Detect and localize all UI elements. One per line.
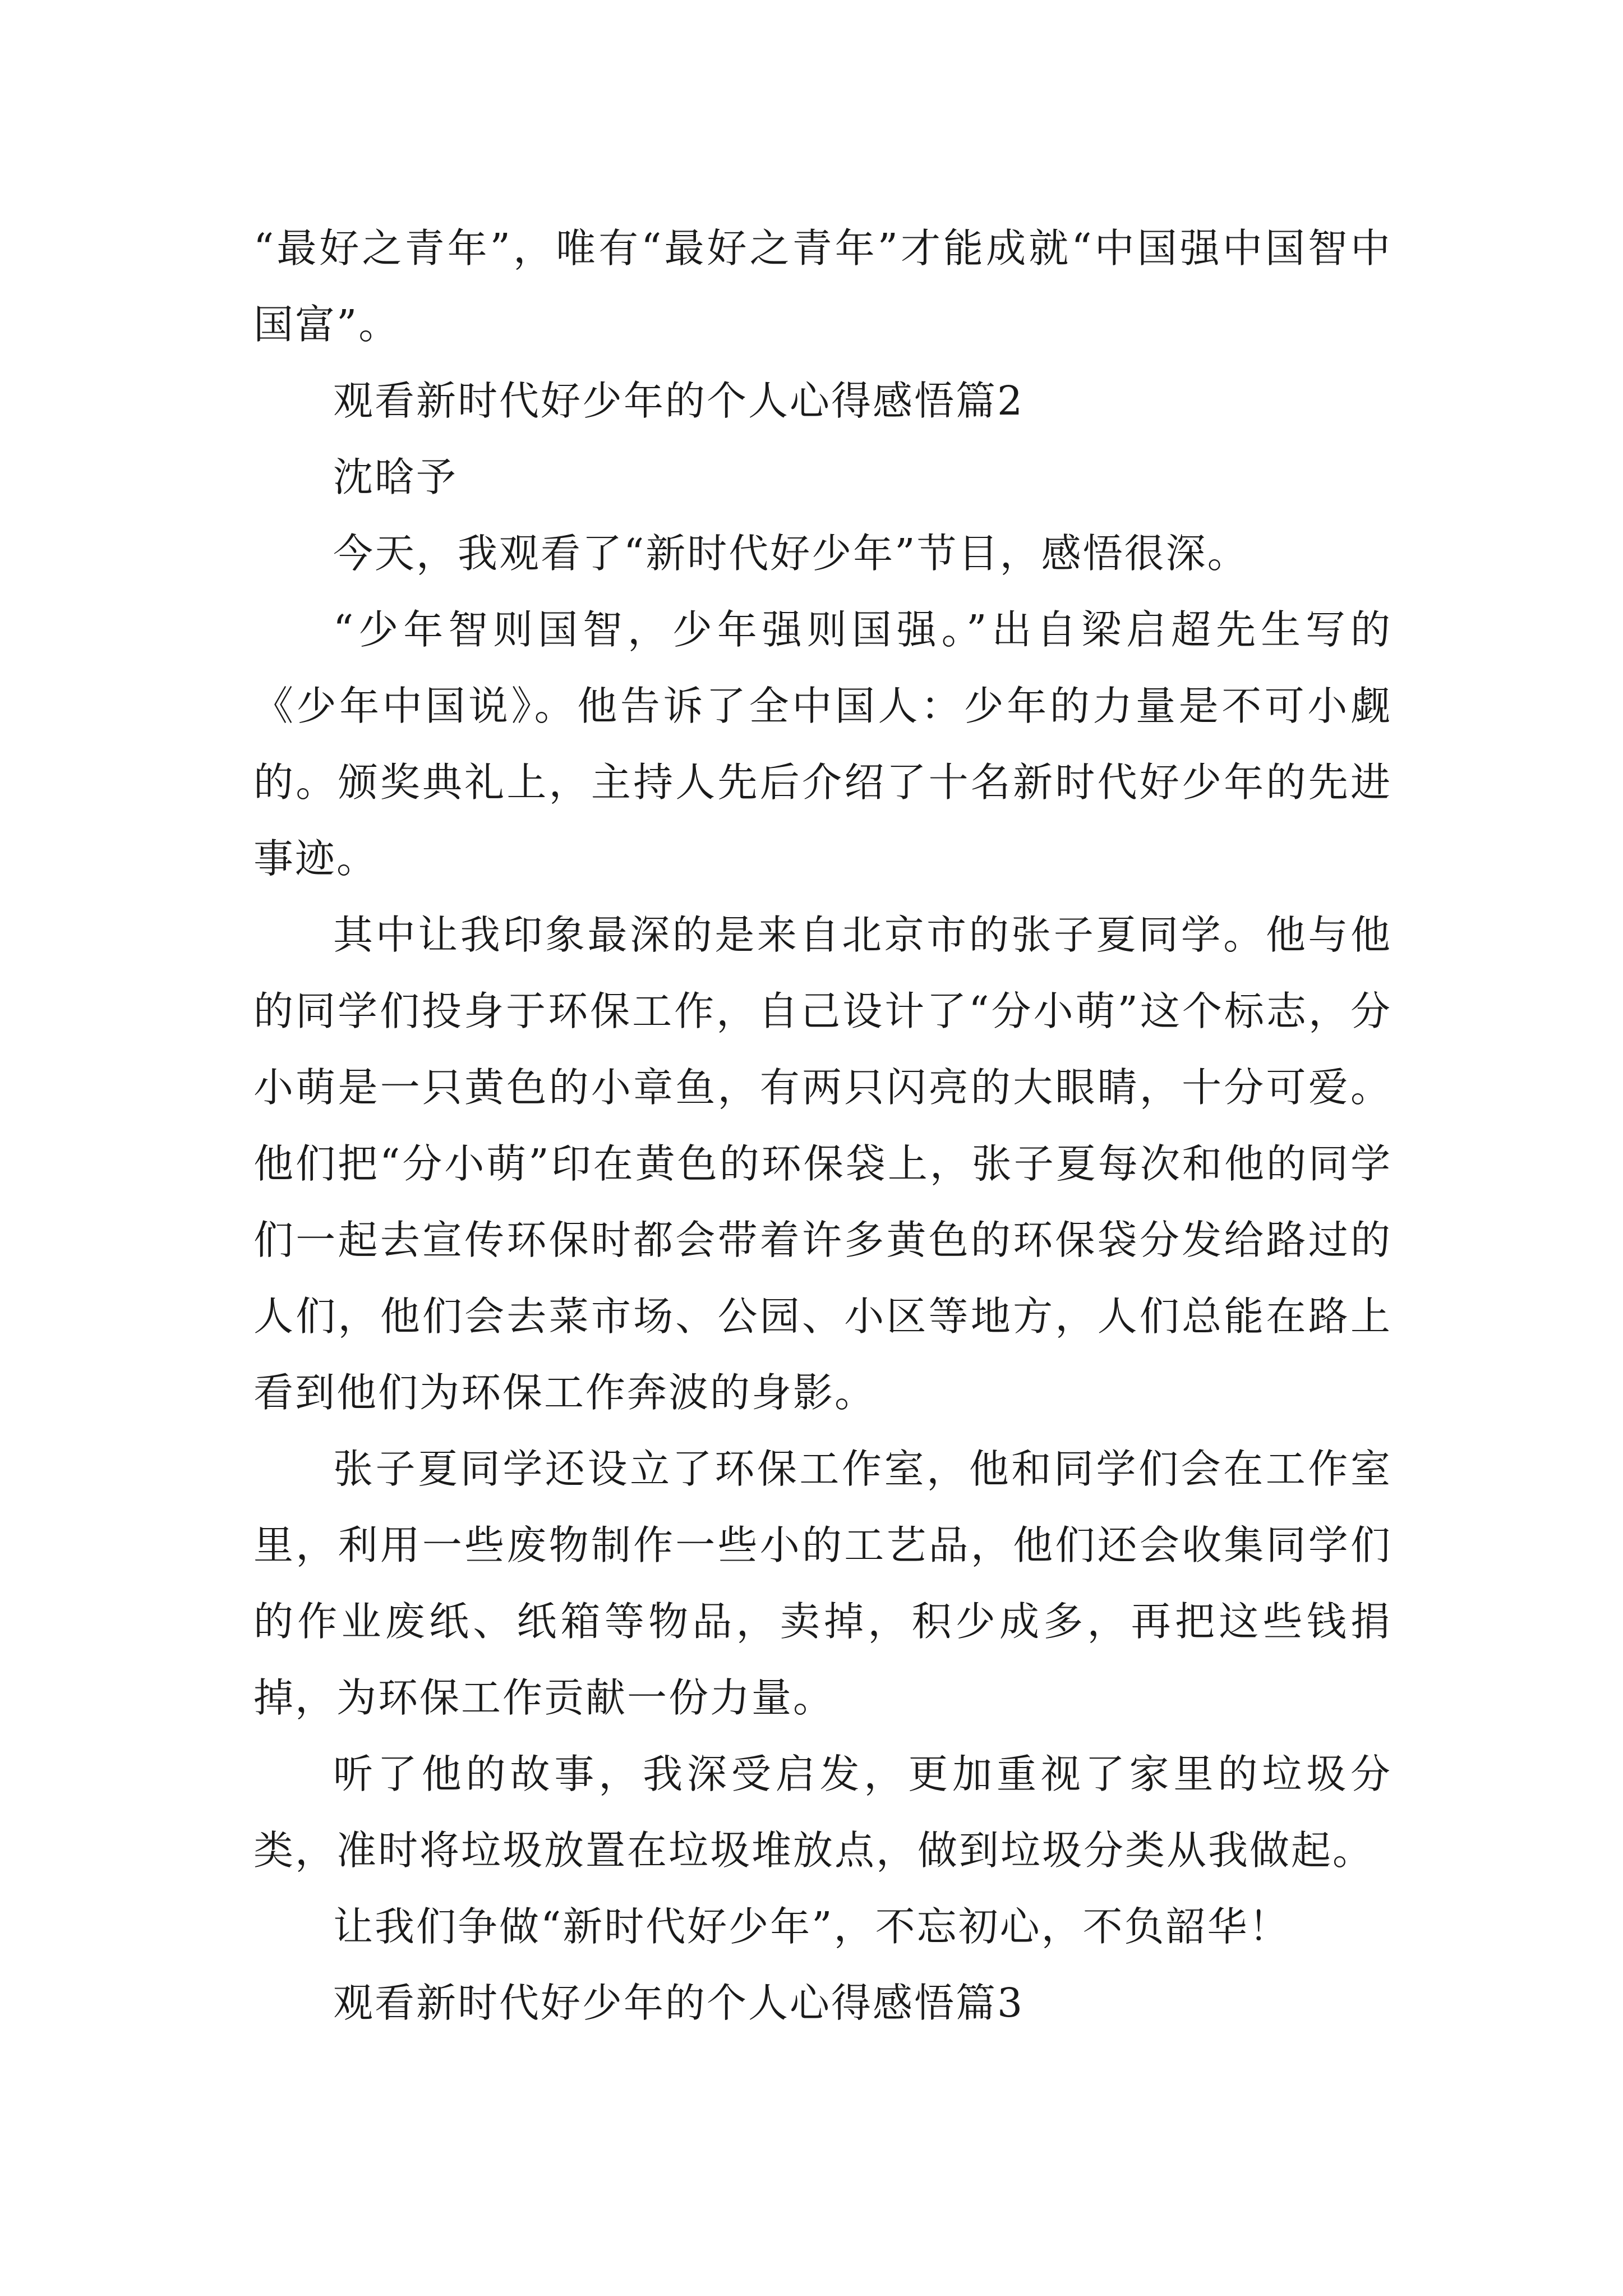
paragraph: 今天，我观看了“新时代好少年”节目，感悟很深。 xyxy=(333,530,1249,577)
author-name: 沈晗予 xyxy=(333,454,458,500)
paragraph-intro-continuation: “最好之青年”，唯有“最好之青年”才能成就“中国强中国智中国富”。 xyxy=(253,225,1392,348)
paragraph: 张子夏同学还设立了环保工作室，他和同学们会在工作室里，利用一些废物制作一些小的工艺品，他们还会收集同学们的作业废纸、纸箱等物品，卖掉，积少成多，再把这些钱捐掉，为环保工作贡献一份力量。 xyxy=(253,1446,1392,1721)
paragraph: 听了他的故事，我深受启发，更加重视了家里的垃圾分类，准时将垃圾放置在垃圾堆放点，做到垃圾分类从我做起。 xyxy=(253,1751,1392,1874)
section-heading-2: 观看新时代好少年的个人心得感悟篇2 xyxy=(333,378,1025,424)
paragraph: 其中让我印象最深的是来自北京市的张子夏同学。他与他的同学们投身于环保工作，自己设计了“分小萌”这个标志，分小萌是一只黄色的小章鱼，有两只闪亮的大眼睛，十分可爱。他们把“分小萌”印在黄色的环保袋上，张子夏每次和他的同学们一起去宣传环保时都会带着许多黄色的环保袋分发给路过的人们，他们会去菜市场、公园、小区等地方，人们总能在路上看到他们为环保工作奔波的身影。 xyxy=(253,912,1392,1416)
paragraph: “少年智则国智，少年强则国强。”出自梁启超先生写的《少年中国说》。他告诉了全中国人：少年的力量是不可小觑的。颁奖典礼上，主持人先后介绍了十名新时代好少年的先进事迹。 xyxy=(253,606,1392,882)
document-body xyxy=(253,210,1392,2041)
paragraph: 让我们争做“新时代好少年”，不忘初心，不负韶华！ xyxy=(333,1903,1290,1950)
section-heading-3: 观看新时代好少年的个人心得感悟篇3 xyxy=(333,1980,1025,2026)
